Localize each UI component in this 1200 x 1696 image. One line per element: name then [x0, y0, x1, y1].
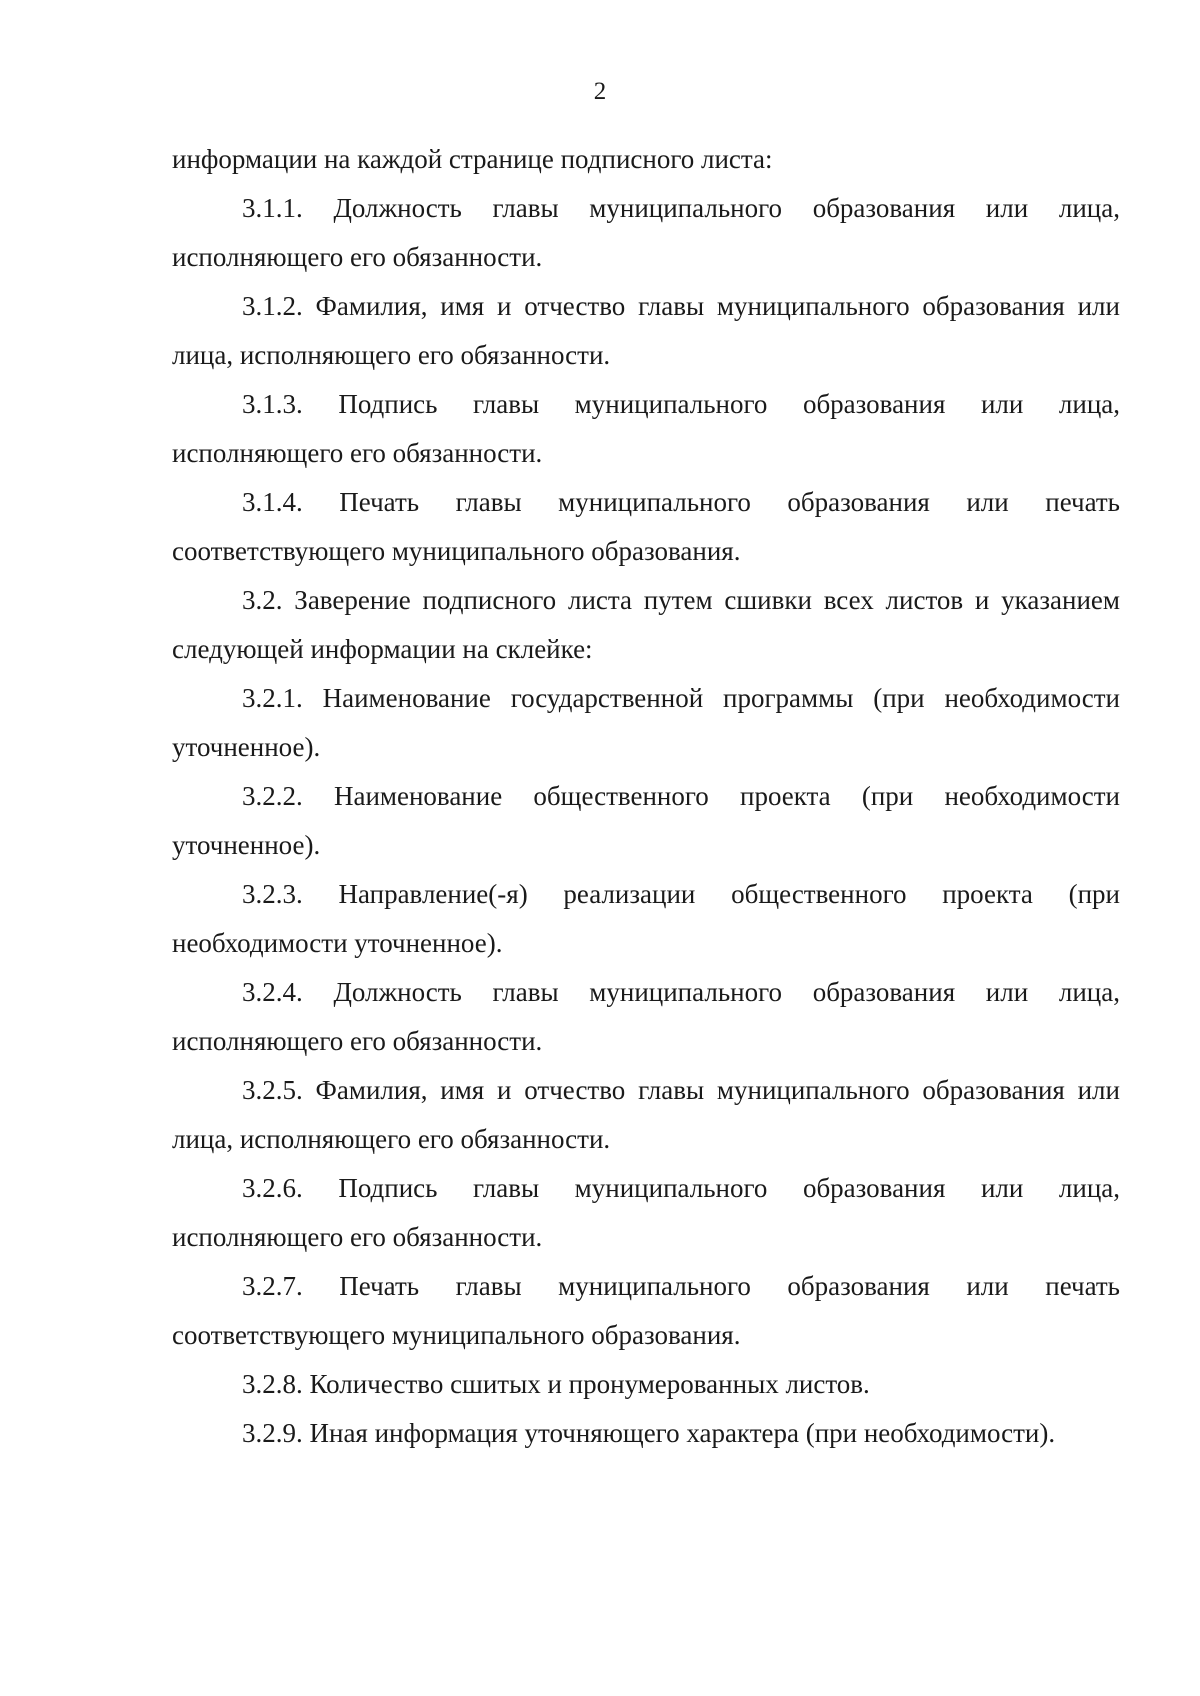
document-body [172, 135, 1120, 1458]
paragraph-3-2-6: 3.2.6. Подпись главы муниципального образования или лица, исполняющего его обязанности. [172, 1173, 1120, 1252]
paragraph-3-2-1: 3.2.1. Наименование государственной программы (при необходимости уточненное). [172, 683, 1120, 762]
page-number: 2 [593, 78, 607, 105]
paragraph-3-1-3: 3.1.3. Подпись главы муниципального образования или лица, исполняющего его обязанности. [172, 389, 1120, 468]
paragraph-3-2-2: 3.2.2. Наименование общественного проекта (при необходимости уточненное). [172, 781, 1120, 860]
paragraph-3-2: 3.2. Заверение подписного листа путем сшивки всех листов и указанием следующей информации на склейке: [172, 585, 1120, 664]
paragraph-3-2-4: 3.2.4. Должность главы муниципального образования или лица, исполняющего его обязанности. [172, 977, 1120, 1056]
paragraph-3-2-9: 3.2.9. Иная информация уточняющего характера (при необходимости). [242, 1418, 1056, 1448]
paragraph-3-2-7: 3.2.7. Печать главы муниципального образования или печать соответствующего муниципального образования. [172, 1271, 1120, 1350]
paragraph-3-2-8: 3.2.8. Количество сшитых и пронумерованных листов. [242, 1369, 870, 1399]
paragraph-continuation: информации на каждой странице подписного листа: [172, 144, 773, 174]
paragraph-3-2-5: 3.2.5. Фамилия, имя и отчество главы муниципального образования или лица, исполняющего его обязанности. [172, 1075, 1120, 1154]
paragraph-3-1-4: 3.1.4. Печать главы муниципального образования или печать соответствующего муниципального образования. [172, 487, 1120, 566]
paragraph-3-2-3: 3.2.3. Направление(-я) реализации общественного проекта (при необходимости уточненное). [172, 879, 1120, 958]
paragraph-3-1-1: 3.1.1. Должность главы муниципального образования или лица, исполняющего его обязанности. [172, 193, 1120, 272]
paragraph-3-1-2: 3.1.2. Фамилия, имя и отчество главы муниципального образования или лица, исполняющего его обязанности. [172, 291, 1120, 370]
